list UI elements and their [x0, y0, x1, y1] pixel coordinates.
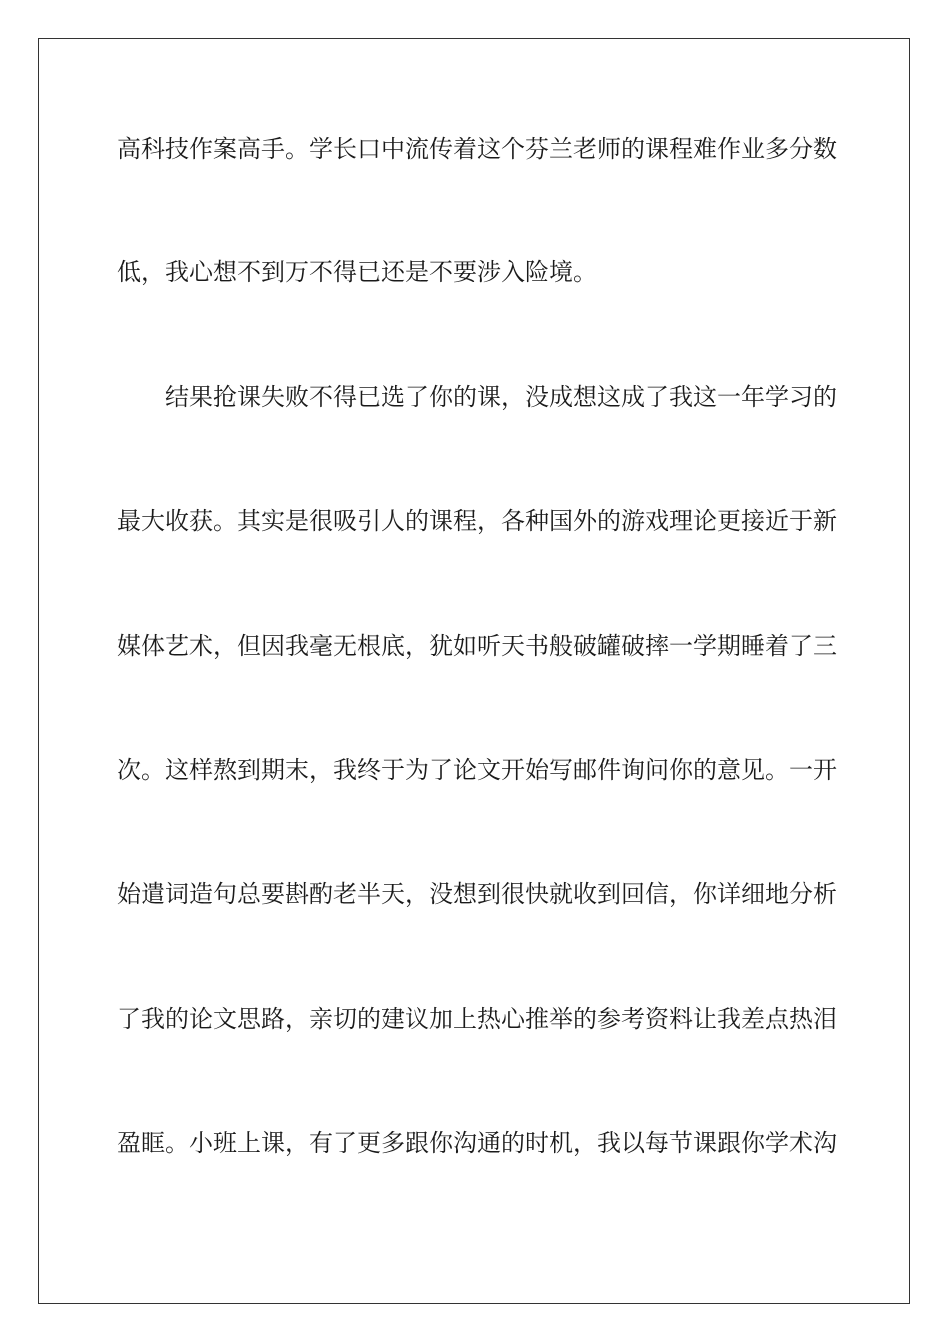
text-line-9: 盈眶。小班上课，有了更多跟你沟通的时机，我以每节课跟你学术沟	[117, 1129, 837, 1157]
text-line-8: 了我的论文思路，亲切的建议加上热心推举的参考资料让我差点热泪	[117, 1005, 837, 1033]
text-line-1: 高科技作案高手。学长口中流传着这个芬兰老师的课程难作业多分数	[117, 135, 837, 163]
page-border	[38, 38, 910, 1304]
text-line-2: 低，我心想不到万不得已还是不要涉入险境。	[117, 258, 597, 286]
text-line-5: 媒体艺术，但因我毫无根底，犹如听天书般破罐破摔一学期睡着了三	[117, 632, 837, 660]
text-line-7: 始遣词造句总要斟酌老半天，没想到很快就收到回信，你详细地分析	[117, 880, 837, 908]
text-line-3: 结果抢课失败不得已选了你的课，没成想这成了我这一年学习的	[165, 383, 837, 411]
text-line-6: 次。这样熬到期末，我终于为了论文开始写邮件询问你的意见。一开	[117, 756, 837, 784]
text-line-4: 最大收获。其实是很吸引人的课程，各种国外的游戏理论更接近于新	[117, 507, 837, 535]
